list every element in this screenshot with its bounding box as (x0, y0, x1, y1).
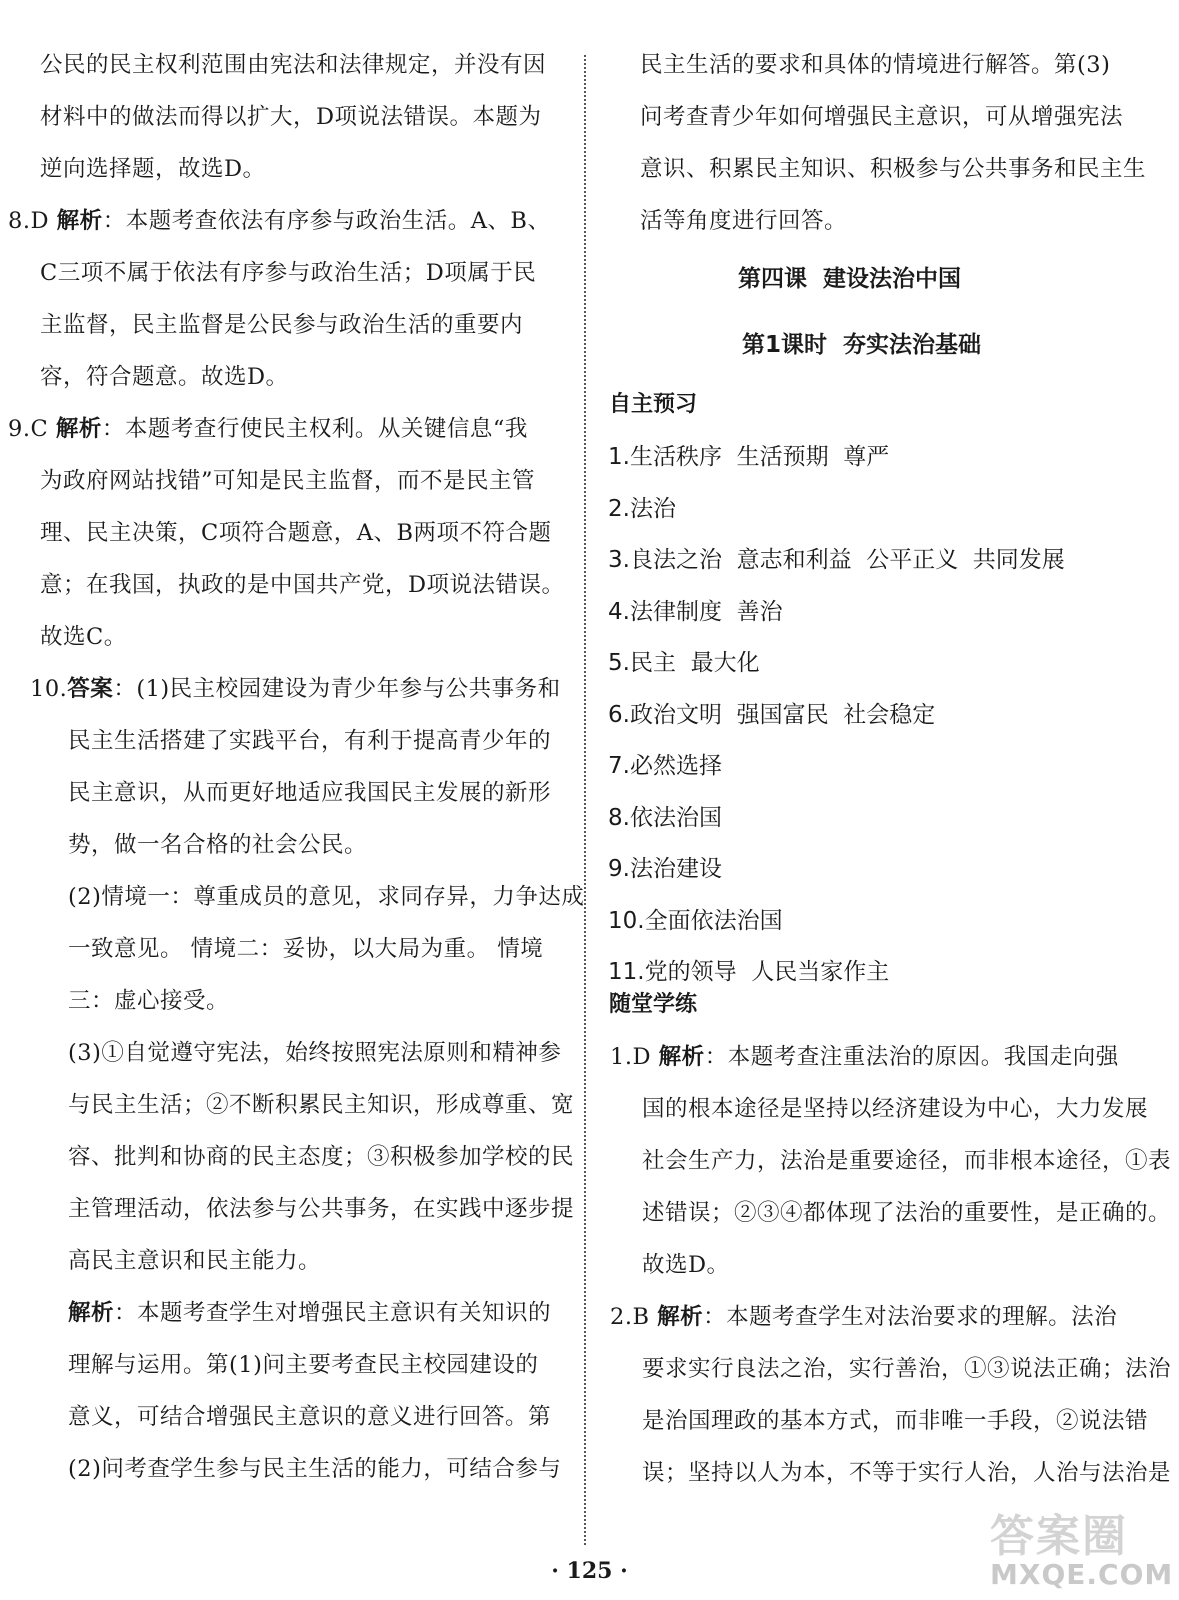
preview-item: 10.全面依法治国 (608, 907, 783, 934)
preview-item: 5.民主 最大化 (608, 650, 760, 676)
key-label: 答案 (67, 676, 114, 702)
line-text: 民主意识，从而更好地适应我国民主发展的新形 (68, 780, 552, 806)
text-line (68, 828, 367, 862)
line-text: 一致意见。 情境二：妥协，以大局为重。 情境 (68, 936, 544, 962)
text-line (68, 1244, 321, 1278)
line-text: C三项不属于依法有序参与政治生活；D项属于民 (40, 260, 537, 286)
text-line (68, 1452, 561, 1486)
text-line (40, 568, 565, 602)
question-number: 8.D (8, 208, 57, 234)
preview-item: 3.良法之治 意志和利益 公平正义 共同发展 (608, 547, 1065, 573)
line-text: 意；在我国，执政的是中国共产党，D项说法错误。 (40, 572, 565, 598)
line-text: ：本题考查依法有序参与政治生活。A、B、 (102, 208, 551, 234)
text-line (68, 1088, 574, 1122)
column-divider (584, 55, 586, 1545)
line-text: 为政府网站找错”可知是民主监督，而不是民主管 (40, 468, 536, 494)
text-line (40, 360, 289, 394)
line-text: 材料中的做法而得以扩大，D项说法错误。本题为 (40, 104, 542, 130)
text-line (40, 256, 536, 290)
key-label: 解析 (657, 1304, 704, 1330)
line-text: (2)情境一：尊重成员的意见，求同存异，力争达成 (68, 884, 585, 910)
key-label: 解析 (55, 416, 102, 442)
text-line (8, 204, 550, 238)
line-text: 要求实行良法之治，实行善治，①③说法正确；法治 (642, 1356, 1172, 1382)
line-text: 社会生产力，法治是重要途径，而非根本途径，①表 (642, 1148, 1172, 1174)
line-text: 故选C。 (40, 624, 127, 650)
page-number: · 125 · (551, 1558, 628, 1584)
line-text: 公民的民主权利范围由宪法和法律规定，并没有因 (40, 52, 547, 78)
text-line (640, 204, 847, 238)
preview-item: 6.政治文明 强国富民 社会稳定 (608, 701, 936, 728)
text-line (40, 100, 542, 134)
line-text: 误；坚持以人为本，不等于实行人治，人治与法治是 (642, 1460, 1172, 1486)
watermark-url: MXQE.COM (990, 1558, 1174, 1591)
text-line (40, 516, 552, 550)
question-number: 10. (30, 676, 68, 702)
text-line (68, 880, 584, 914)
text-line (642, 1248, 730, 1282)
line-text: 意义，可结合增强民主意识的意义进行回答。第 (68, 1404, 552, 1430)
period-title: 第1课时 夯实法治基础 (742, 332, 982, 358)
line-text: 三：虚心接受。 (68, 988, 230, 1014)
text-line (642, 1092, 1148, 1126)
key-label: 解析 (658, 1044, 705, 1070)
text-line (642, 1456, 1171, 1490)
text-line (68, 776, 551, 810)
question-number: 1.D (610, 1044, 659, 1070)
lesson-title: 第四课 建设法治中国 (738, 266, 962, 292)
text-line (640, 100, 1123, 134)
text-line (68, 984, 229, 1018)
text-line (40, 152, 266, 186)
line-text: 主管理活动，依法参与公共事务，在实践中逐步提 (68, 1196, 575, 1222)
text-line (40, 464, 535, 498)
line-text: 活等角度进行回答。 (640, 208, 848, 234)
line-text: 问考查青少年如何增强民主意识，可从增强宪法 (640, 104, 1124, 130)
preview-item: 8.依法治国 (608, 804, 722, 831)
line-text: ：(1)民主校园建设为青少年参与公共事务和 (113, 676, 561, 702)
preview-item: 4.法律制度 善治 (608, 598, 783, 625)
text-line (610, 1040, 1119, 1074)
line-text: 高民主意识和民主能力。 (68, 1248, 322, 1274)
text-line (640, 48, 1110, 82)
text-line (68, 1036, 561, 1070)
line-text: ：本题考查学生对增强民主意识有关知识的 (114, 1300, 552, 1326)
preview-item: 2.法治 (608, 495, 676, 522)
line-text: 民主生活的要求和具体的情境进行解答。第(3) (640, 52, 1111, 78)
line-text: 国的根本途径是坚持以经济建设为中心，大力发展 (642, 1096, 1149, 1122)
line-text: 意识、积累民主知识、积极参与公共事务和民主生 (640, 156, 1147, 182)
text-line (68, 1140, 574, 1174)
text-line (40, 620, 127, 654)
text-line (642, 1404, 1148, 1438)
text-line (68, 1192, 574, 1226)
text-line (40, 308, 523, 342)
text-line (642, 1352, 1171, 1386)
line-text: ：本题考查注重法治的原因。我国走向强 (704, 1044, 1119, 1070)
line-text: (3)①自觉遵守宪法，始终按照宪法原则和精神参 (68, 1040, 562, 1066)
line-text: ：本题考查学生对法治要求的理解。法治 (703, 1304, 1118, 1330)
text-line (8, 412, 528, 446)
text-line (68, 1296, 551, 1330)
text-line (68, 1400, 551, 1434)
key-label: 解析 (56, 208, 103, 234)
question-number: 2.B (610, 1304, 658, 1330)
text-line (30, 672, 561, 706)
line-text: 势，做一名合格的社会公民。 (68, 832, 368, 858)
text-line (610, 1300, 1117, 1334)
line-text: ：本题考查行使民主权利。从关键信息“我 (101, 416, 528, 442)
line-text: 容、批判和协商的民主态度；③积极参加学校的民 (68, 1144, 575, 1170)
line-text: 民主生活搭建了实践平台，有利于提高青少年的 (68, 728, 552, 754)
watermark-logo (990, 1500, 1174, 1595)
text-line (40, 48, 546, 82)
text-line (642, 1144, 1171, 1178)
text-line (68, 932, 543, 966)
text-line (68, 1348, 538, 1382)
key-label: 解析 (68, 1300, 115, 1326)
text-line (640, 152, 1146, 186)
line-text: 是治国理政的基本方式，而非唯一手段，②说法错 (642, 1408, 1149, 1434)
line-text: 理、民主决策，C项符合题意，A、B两项不符合题 (40, 520, 552, 546)
line-text: 逆向选择题，故选D。 (40, 156, 266, 182)
section-heading-practice: 随堂学练 (609, 992, 698, 1017)
line-text: 与民主生活；②不断积累民主知识，形成尊重、宽 (68, 1092, 575, 1118)
question-number: 9.C (8, 416, 56, 442)
preview-item: 1.生活秩序 生活预期 尊严 (608, 444, 890, 470)
line-text: 故选D。 (642, 1252, 730, 1278)
section-heading-preview: 自主预习 (609, 392, 698, 417)
line-text: 理解与运用。第(1)问主要考查民主校园建设的 (68, 1352, 539, 1378)
text-line (642, 1196, 1171, 1230)
line-text: 述错误；②③④都体现了法治的重要性，是正确的。 (642, 1200, 1172, 1226)
preview-item: 9.法治建设 (608, 856, 722, 882)
watermark-text: 答案圈 (990, 1511, 1128, 1562)
preview-item: 11.党的领导 人民当家作主 (608, 959, 890, 985)
preview-item: 7.必然选择 (608, 753, 722, 779)
line-text: 主监督，民主监督是公民参与政治生活的重要内 (40, 312, 524, 338)
text-line (68, 724, 551, 758)
line-text: (2)问考查学生参与民主生活的能力，可结合参与 (68, 1456, 562, 1482)
line-text: 容，符合题意。故选D。 (40, 364, 289, 390)
